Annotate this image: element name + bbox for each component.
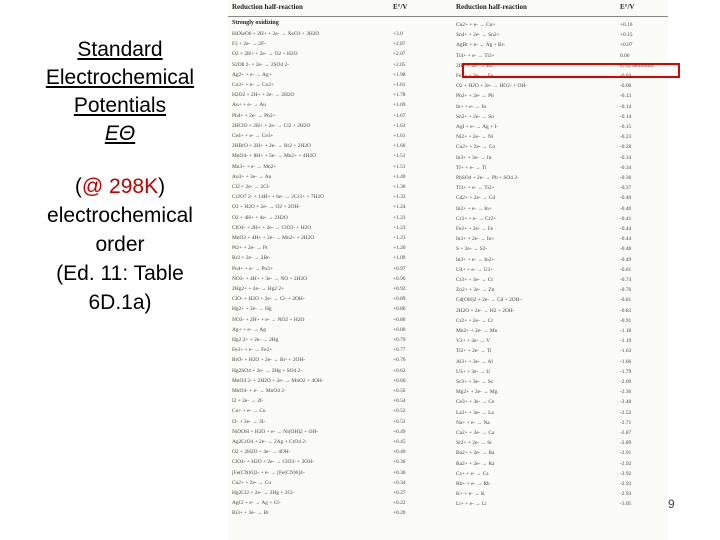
table-row-potential: +0.22 <box>393 500 406 507</box>
table-row-reaction: In2+ + e- → In+ <box>456 205 492 212</box>
table-row-potential: -0.49 <box>620 256 632 263</box>
subtitle-line-3: order <box>95 233 145 256</box>
table-row-potential: +1.51 <box>393 163 406 170</box>
table-row-reaction: Sn4+ + 2e- → Sn2+ <box>456 32 500 39</box>
table-row-potential: +1.98 <box>393 71 406 78</box>
table-row-reaction: NiOOH + H2O + e- → Ni(OH)2 + OH- <box>232 428 319 435</box>
table-row-reaction: Cr2+ + 2e- → Cr <box>456 317 494 324</box>
table-row-reaction: Hg2SO4 + 2e- → 2Hg + SO4 2- <box>232 367 303 374</box>
table-row-reaction: O2 + 2H2O + 4e- → 4OH- <box>232 449 291 456</box>
table-row-reaction: I3- + 2e- → 3I- <box>232 418 266 425</box>
table-row-potential: -0.13 <box>620 93 632 100</box>
table-row-reaction: Ag+ + e- → Ag <box>232 326 266 333</box>
table-row-reaction: Cs+ + e- → Cs <box>456 470 489 477</box>
table-row-potential: -0.36 <box>620 175 632 181</box>
table-row-reaction: Hg2Cl2 + 2e- → 2Hg + 2Cl- <box>232 490 295 496</box>
table-row-reaction: ClO- + H2O + 2e- → Cl- + 2OH- <box>232 296 305 303</box>
table-row-reaction: BrO- + H2O + 2e- → Br- + 2OH- <box>232 357 306 364</box>
table-row-potential: +0.79 <box>393 337 406 343</box>
table-row-reaction: Mn3+ + e- → Mn2+ <box>232 163 277 170</box>
table-row-reaction: AgBr + e- → Ag + Br- <box>456 42 506 49</box>
table-row-potential: -2.93 <box>620 491 632 498</box>
table-row-reaction: Ti3+ + e- → Ti2+ <box>456 185 495 192</box>
table-row-potential: +0.45 <box>393 439 406 445</box>
table-row-reaction: Cr3+ + e- → Cr2+ <box>456 215 497 222</box>
table-row-reaction: Au3+ + 3e- → Au <box>232 173 272 180</box>
table-row-potential: +0.62 <box>393 367 406 374</box>
table-row-potential: -0.81 <box>620 297 632 304</box>
table-row-potential: -0.08 <box>620 83 632 90</box>
table-row-potential: 0, by definition <box>620 62 654 69</box>
table-row-reaction: O3 + 2H+ + 2e- → O2 + H2O <box>232 51 298 58</box>
table-row-potential: -2.89 <box>620 440 632 447</box>
table-row-potential: +0.80 <box>393 316 406 323</box>
table-row-potential: +1.23 <box>393 224 406 231</box>
table-row-potential: -0.14 <box>620 113 632 120</box>
table-row-reaction: O3 + H2O + 2e- → O2 + 2OH- <box>232 204 301 211</box>
table-row-potential: -0.34 <box>620 154 632 161</box>
slide-subtitle <box>20 172 220 317</box>
table-row-potential: -0.61 <box>620 266 632 273</box>
table-row-reaction: Ti4+ + e- → Ti3+ <box>456 52 495 59</box>
table-row-reaction: Co3+ + e- → Co2+ <box>232 82 275 88</box>
subtitle-line-2: electrochemical <box>47 204 193 227</box>
table-row-reaction: Sr2+ + 2e- → Sr <box>456 440 493 447</box>
table-row-reaction: Al3+ + 3e- → Al <box>456 358 493 365</box>
table-row-potential: +0.27 <box>393 490 406 496</box>
table-row-reaction: Pb2+ + 2e- → Pb <box>456 93 494 100</box>
subtitle-line-4: (Ed. 11: Table <box>56 262 184 285</box>
col2-header: E°/V <box>393 3 408 11</box>
table-row-reaction: 2HBrO + 2H+ + 2e- → Br2 + 2H2O <box>232 143 311 150</box>
table-row-reaction: Na+ + e- → Na <box>456 419 490 426</box>
table-row-potential: +0.54 <box>393 398 406 405</box>
table-row-potential: +0.77 <box>393 347 406 354</box>
table-row-reaction: H4XeO6 + 2H+ + 2e- → XeO3 + 3H2O <box>232 31 320 37</box>
table-row-reaction: Co2+ + 2e- → Co <box>456 144 496 151</box>
table-row-reaction: Fe3+ + 3e- → Fe <box>456 73 494 79</box>
table-row-potential: +0.76 <box>393 357 406 364</box>
table-row-reaction: [Fe(CN)6]3- + e- → [Fe(CN)6]4- <box>232 469 305 476</box>
table-row-potential: +0.96 <box>393 275 406 282</box>
table-row-potential: +1.81 <box>393 82 406 88</box>
slide-title <box>20 36 220 148</box>
table-row-reaction: Ce4+ + e- → Ce3+ <box>232 133 274 139</box>
table-row-reaction: Sc3+ + 3e- → Sc <box>456 379 494 385</box>
table-row-potential: +0.16 <box>620 22 633 28</box>
table-row-potential: -2.71 <box>620 419 632 426</box>
table-row-reaction: Mg2+ + 2e- → Mg <box>456 389 498 396</box>
table-row-potential: +0.34 <box>393 479 406 486</box>
table-row-reaction: NO3- + 2H+ + e- → NO2 + H2O <box>232 316 305 323</box>
table-row-reaction: Ag2+ + e- → Ag+ <box>232 71 272 78</box>
title-symbol: EΘ <box>104 122 136 145</box>
col3-header: Reduction half-reaction <box>456 3 527 11</box>
table-row-potential: +0.97 <box>393 265 406 272</box>
table-row-reaction: Cu+ + e- → Cu <box>232 408 266 415</box>
table-row-reaction: 2H2O + 2e- → H2 + 2OH- <box>456 307 515 314</box>
table-row-potential: +1.78 <box>393 92 406 99</box>
table-row-reaction: 2Hg2+ + 2e- → Hg2 2+ <box>232 286 285 292</box>
table-row-reaction: Cd2+ + 2e- → Cd <box>456 195 496 202</box>
table-row-potential: -2.36 <box>620 389 632 396</box>
table-row-reaction: U3+ + 3e- → U <box>456 368 491 375</box>
table-row-potential: +0.52 <box>393 408 406 415</box>
table-row-reaction: MnO4- + e- → MnO4 2- <box>232 388 286 394</box>
table-row-potential: -2.92 <box>620 460 632 467</box>
table-row-potential: -0.34 <box>620 164 632 171</box>
table-row-potential: -0.23 <box>620 134 632 141</box>
table-row-reaction: Ca2+ + 2e- → Ca <box>456 430 495 436</box>
cond-open: ( <box>74 175 82 198</box>
table-row-potential: +1.33 <box>393 194 406 201</box>
table-row-potential: -0.40 <box>620 195 632 202</box>
table-row-potential: +0.36 <box>393 459 406 466</box>
table-row-reaction: Fe2+ + 2e- → Fe <box>456 226 494 232</box>
table-row-potential: +1.61 <box>393 133 406 139</box>
table-row-potential: +1.24 <box>393 204 406 211</box>
table-row-potential: -1.63 <box>620 348 632 355</box>
table-row-reaction: La3+ + 3e- → La <box>456 409 494 416</box>
table-row-reaction: In3+ + 2e- → In+ <box>456 236 495 243</box>
subtitle-line-5: 6D.1a) <box>88 291 152 314</box>
section-label: Strongly oxidizing <box>232 20 279 26</box>
table-row-reaction: ClO4- + H2O + 2e- → ClO3- + 2OH- <box>232 459 314 466</box>
table-row-potential: +0.92 <box>393 286 406 292</box>
table-row-reaction: Ag2CrO4 + 2e- → 2Ag + CrO4 2- <box>232 439 307 445</box>
table-row-reaction: 2H+ + 2e- → H2 <box>456 62 493 69</box>
cond-temperature: @ 298K <box>81 175 159 198</box>
table-row-potential: +2.05 <box>393 61 406 68</box>
table-row-potential: -0.15 <box>620 124 632 130</box>
col4-header: E°/V <box>620 3 635 11</box>
table-row-reaction: Sn2+ + 2e- → Sn <box>456 113 494 120</box>
table-row-potential: -0.40 <box>620 205 632 212</box>
subtitle-condition <box>20 172 220 201</box>
table-row-potential: +0.80 <box>393 326 406 333</box>
table-row-reaction: F2 + 2e- → 2F- <box>232 41 266 48</box>
table-row-potential: -0.74 <box>620 277 632 283</box>
table-row-potential: -0.44 <box>620 226 632 232</box>
table-row-reaction: O2 + 4H+ + 4e- → 2H2O <box>232 214 288 221</box>
table-row-potential: +2.07 <box>393 51 406 58</box>
table-row-potential: +0.86 <box>393 306 406 313</box>
table-row-potential: +1.60 <box>393 143 406 150</box>
table-row-reaction: Ra2+ + 2e- → Ra <box>456 460 495 467</box>
table-row-potential: -2.87 <box>620 430 632 436</box>
table-row-potential: +0.15 <box>620 32 633 39</box>
table-row-reaction: 2HClO + 2H+ + 2e- → Cl2 + 2H2O <box>232 122 311 129</box>
table-row-potential: -1.79 <box>620 368 632 375</box>
table-row-potential: -0.83 <box>620 307 632 314</box>
cond-close: ) <box>158 175 166 198</box>
table-row-potential: -2.91 <box>620 450 632 457</box>
table-row-reaction: Zn2+ + 2e- → Zn <box>456 287 495 294</box>
table-row-reaction: S + 2e- → S2- <box>456 246 488 253</box>
table-row-reaction: Rb+ + e- → Rb <box>456 481 490 487</box>
table-row-potential: -2.09 <box>620 379 632 385</box>
table-row-potential: -0.04 <box>620 73 632 79</box>
table-row-reaction: MnO4 2- + 2H2O + 2e- → MnO2 + 4OH- <box>232 377 324 384</box>
table-row-reaction: Br2 + 2e- → 2Br- <box>232 255 271 262</box>
title-line-1: Standard <box>77 38 163 61</box>
col1-header: Reduction half-reaction <box>232 3 303 11</box>
table-row-reaction: Pt2+ + 2e- → Pt <box>232 245 268 252</box>
table-row-potential: +0.07 <box>620 42 633 49</box>
table-row-reaction: MnO4- + 8H+ + 5e- → Mn2+ + 4H2O <box>232 153 317 160</box>
table-row-potential: +3.0 <box>393 31 403 37</box>
table-row-reaction: H2O2 + 2H+ + 2e- → 2H2O <box>232 92 295 99</box>
table-row-reaction: ClO4- + 2H+ + 2e- → ClO3- + H2O <box>232 224 312 231</box>
table-row-reaction: Fe3+ + e- → Fe2+ <box>232 347 273 354</box>
header-divider <box>228 16 668 17</box>
table-row-potential: +0.60 <box>393 377 406 384</box>
table-row-potential: +1.23 <box>393 235 406 241</box>
page-number: 9 <box>668 497 675 511</box>
table-row-potential: -2.52 <box>620 409 632 416</box>
table-row-potential: +0.49 <box>393 428 406 435</box>
table-row-reaction: O2 + H2O + 2e- → HO2- + OH- <box>456 83 528 90</box>
table-row-reaction: Cr3+ + 3e- → Cr <box>456 277 494 283</box>
table-row-reaction: Cd(OH)2 + 2e- → Cd + 2OH- <box>456 297 522 304</box>
table-row-reaction: Cu2+ + 2e- → Cu <box>232 479 272 486</box>
table-row-potential: -0.76 <box>620 287 632 294</box>
title-line-3: Potentials <box>73 94 167 117</box>
table-row-reaction: Mn2+ + 2e- → Mn <box>456 328 498 334</box>
table-row-reaction: Ba2+ + 2e- → Ba <box>456 450 495 457</box>
table-row-reaction: S2O8 2- + 2e- → 2SO4 2- <box>232 61 289 68</box>
table-row-potential: 0.00 <box>620 52 630 59</box>
table-row-potential: -2.48 <box>620 399 632 406</box>
table-row-potential: +1.20 <box>393 245 406 252</box>
hydrogen-highlight-box <box>462 63 680 78</box>
table-row-potential: -0.91 <box>620 317 632 324</box>
table-row-reaction: In+ + e- → In <box>456 103 487 110</box>
title-line-2: Electrochemical <box>45 66 195 89</box>
table-row-potential: -3.05 <box>620 501 632 508</box>
table-row-reaction: Pu4+ + e- → Pu3+ <box>232 265 273 272</box>
table-row-reaction: NO3- + 4H+ + 3e- → NO + 2H2O <box>232 275 308 282</box>
table-row-reaction: AgI + e- → Ag + I- <box>456 124 499 130</box>
table-row-potential: +1.40 <box>393 173 406 180</box>
table-row-potential: -2.92 <box>620 470 632 477</box>
table-row-reaction: Hg2+ + 2e- → Hg <box>232 306 272 313</box>
table-row-potential: -0.37 <box>620 185 632 192</box>
table-row-reaction: Pb4+ + 2e- → Pb2+ <box>232 112 276 119</box>
table-row-potential: +0.40 <box>393 449 406 456</box>
table-row-reaction: Ni2+ + 2e- → Ni <box>456 134 494 141</box>
table-row-potential: +1.09 <box>393 255 406 262</box>
table-row-potential: +1.23 <box>393 214 406 221</box>
table-row-reaction: K+ + e- → K <box>456 491 485 498</box>
table-row-reaction: MnO2 + 4H+ + 2e- → Mn2+ + 2H2O <box>232 235 315 241</box>
table-row-reaction: PbSO4 + 2e- → Pb + SO4 2- <box>456 175 519 181</box>
table-row-reaction: Tl+ + e- → Tl <box>456 164 487 171</box>
table-row-potential: +0.53 <box>393 418 406 425</box>
table-row-potential: +1.63 <box>393 122 406 129</box>
table-row-reaction: V2+ + 2e- → V <box>456 338 491 345</box>
table-row-reaction: Hg2 2+ + 2e- → 2Hg <box>232 337 279 343</box>
table-row-reaction: Bi3+ + 3e- → Bi <box>232 510 269 517</box>
table-row-reaction: Cu2+ + e- → Cu+ <box>456 22 496 28</box>
table-row-potential: +1.67 <box>393 112 406 119</box>
table-row-potential: -0.14 <box>620 103 632 110</box>
table-row-reaction: AgCl + e- → Ag + Cl- <box>232 500 281 507</box>
table-row-reaction: Cr2O7 2- + 14H+ + 6e- → 2Cr3+ + 7H2O <box>232 194 325 201</box>
table-row-potential: +0.89 <box>393 296 406 303</box>
table-row-reaction: Au+ + e- → Au <box>232 102 266 109</box>
table-row-potential: +0.20 <box>393 510 406 517</box>
table-row-reaction: Li+ + e- → Li <box>456 501 487 508</box>
table-row-reaction: Ce3+ + 3e- → Ce <box>456 399 495 406</box>
potentials-table <box>228 0 668 540</box>
table-row-reaction: I2 + 2e- → 2I- <box>232 398 264 405</box>
table-row-potential: -1.18 <box>620 328 632 334</box>
table-row-potential: -2.93 <box>620 481 632 487</box>
table-row-reaction: In3+ + 3e- → In <box>456 154 492 161</box>
table-row-potential: -0.28 <box>620 144 632 151</box>
table-row-potential: -0.48 <box>620 246 632 253</box>
table-row-potential: -1.19 <box>620 338 632 345</box>
table-row-potential: -0.41 <box>620 215 632 222</box>
table-row-reaction: Ti2+ + 2e- → Ti <box>456 348 492 355</box>
table-row-reaction: Cl2 + 2e- → 2Cl- <box>232 184 271 190</box>
table-row-potential: +1.51 <box>393 153 406 160</box>
table-row-potential: +0.56 <box>393 388 406 394</box>
table-row-potential: +1.69 <box>393 102 406 109</box>
table-row-potential: -1.66 <box>620 358 632 365</box>
table-row-potential: +2.87 <box>393 41 406 48</box>
table-row-potential: +1.36 <box>393 184 406 190</box>
table-row-reaction: In3+ + e- → In2+ <box>456 256 495 263</box>
table-row-potential: +0.36 <box>393 469 406 476</box>
table-row-reaction: U4+ + e- → U3+ <box>456 266 494 273</box>
table-row-potential: -0.44 <box>620 236 632 243</box>
